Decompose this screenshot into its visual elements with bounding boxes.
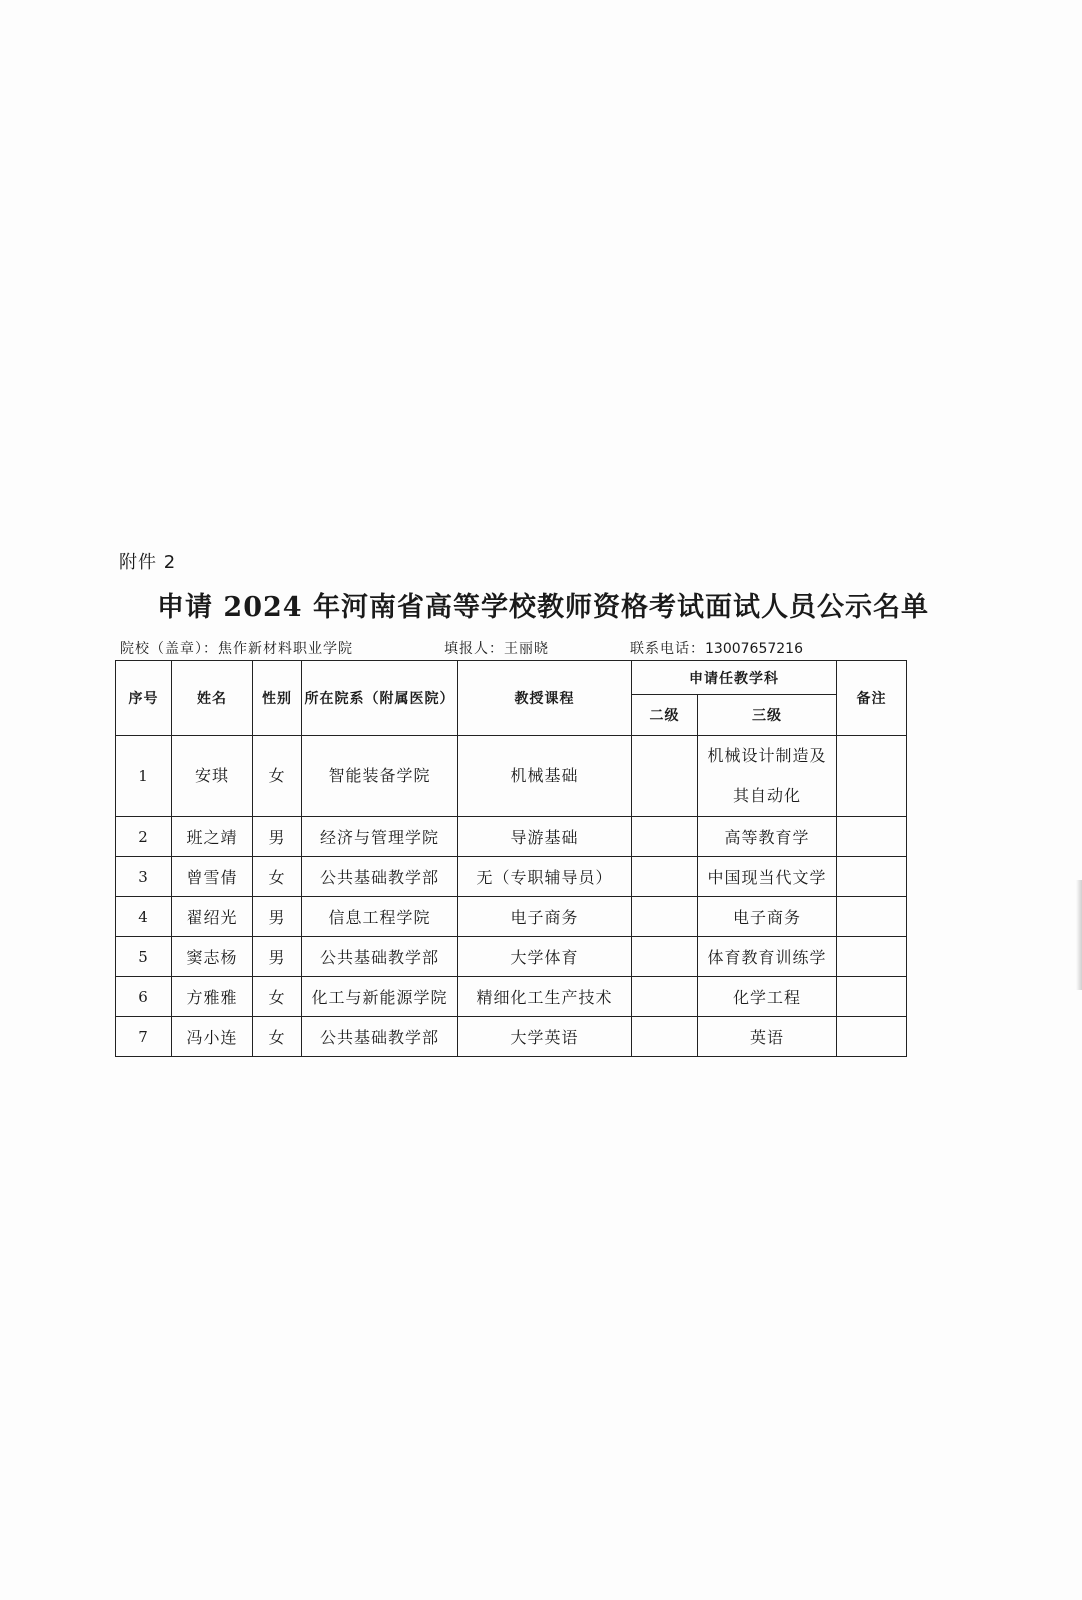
cell-level2 — [632, 817, 698, 857]
table-header-row — [116, 661, 907, 695]
roster-table — [115, 660, 907, 1057]
cell-course: 机械基础 — [458, 736, 632, 817]
header-subject-group: 申请任教学科 — [632, 661, 837, 695]
cell-department: 公共基础教学部 — [302, 937, 458, 977]
cell-remarks — [837, 857, 907, 897]
header-level2: 二级 — [632, 695, 698, 736]
cell-level3 — [698, 736, 837, 817]
cell-level2 — [632, 897, 698, 937]
cell-course: 电子商务 — [458, 897, 632, 937]
phone-label: 联系电话： — [630, 641, 705, 657]
cell-gender: 男 — [253, 817, 302, 857]
cell-level3: 中国现当代文学 — [698, 857, 837, 897]
cell-course: 大学英语 — [458, 1017, 632, 1057]
cell-level2 — [632, 857, 698, 897]
table-row — [116, 1017, 907, 1057]
cell-gender: 男 — [253, 937, 302, 977]
cell-seq: 5 — [116, 937, 172, 977]
cell-department: 信息工程学院 — [302, 897, 458, 937]
filler-label: 填报人： — [444, 641, 504, 657]
cell-gender: 女 — [253, 857, 302, 897]
cell-remarks — [837, 1017, 907, 1057]
cell-remarks — [837, 937, 907, 977]
cell-department: 化工与新能源学院 — [302, 977, 458, 1017]
cell-department: 公共基础教学部 — [302, 1017, 458, 1057]
cell-name: 冯小连 — [172, 1017, 253, 1057]
header-department: 所在院系（附属医院） — [302, 661, 458, 736]
table-row — [116, 817, 907, 857]
cell-seq: 2 — [116, 817, 172, 857]
school-label: 院校（盖章）： — [120, 641, 218, 657]
cell-seq: 1 — [116, 736, 172, 817]
header-remarks: 备注 — [837, 661, 907, 736]
cell-gender: 女 — [253, 736, 302, 817]
cell-name: 班之靖 — [172, 817, 253, 857]
header-level3: 三级 — [698, 695, 837, 736]
table-row — [116, 937, 907, 977]
school-info — [120, 638, 353, 658]
cell-gender: 男 — [253, 897, 302, 937]
cell-name: 曾雪倩 — [172, 857, 253, 897]
cell-level2 — [632, 977, 698, 1017]
cell-level3: 高等教育学 — [698, 817, 837, 857]
cell-name: 翟绍光 — [172, 897, 253, 937]
header-seq: 序号 — [116, 661, 172, 736]
cell-level3: 体育教育训练学 — [698, 937, 837, 977]
cell-gender: 女 — [253, 1017, 302, 1057]
cell-name: 窦志杨 — [172, 937, 253, 977]
cell-department: 智能装备学院 — [302, 736, 458, 817]
cell-department: 经济与管理学院 — [302, 817, 458, 857]
cell-level3: 电子商务 — [698, 897, 837, 937]
cell-name: 安琪 — [172, 736, 253, 817]
cell-remarks — [837, 736, 907, 817]
cell-remarks — [837, 977, 907, 1017]
phone-number: 13007657216 — [705, 641, 803, 657]
cell-level3: 英语 — [698, 1017, 837, 1057]
cell-level2 — [632, 736, 698, 817]
cell-gender: 女 — [253, 977, 302, 1017]
table-row — [116, 977, 907, 1017]
cell-seq: 4 — [116, 897, 172, 937]
school-name: 焦作新材料职业学院 — [218, 641, 353, 657]
cell-remarks — [837, 897, 907, 937]
cell-department: 公共基础教学部 — [302, 857, 458, 897]
header-gender: 性别 — [253, 661, 302, 736]
cell-course: 精细化工生产技术 — [458, 977, 632, 1017]
phone-info — [630, 638, 803, 658]
cell-course: 大学体育 — [458, 937, 632, 977]
cell-level3: 化学工程 — [698, 977, 837, 1017]
cell-seq: 6 — [116, 977, 172, 1017]
table-row — [116, 857, 907, 897]
cell-remarks — [837, 817, 907, 857]
attachment-label: 附件 2 — [119, 552, 177, 573]
filler-info — [444, 638, 549, 658]
cell-level2 — [632, 1017, 698, 1057]
cell-level2 — [632, 937, 698, 977]
header-course: 教授课程 — [458, 661, 632, 736]
cell-level3-line1: 机械设计制造及 — [707, 746, 827, 765]
cell-seq: 3 — [116, 857, 172, 897]
cell-name: 方雅雅 — [172, 977, 253, 1017]
page-edge-shadow — [1076, 880, 1082, 990]
table-row — [116, 736, 907, 817]
table-row — [116, 897, 907, 937]
cell-level3-line2: 其自动化 — [732, 786, 801, 805]
filler-name: 王丽晓 — [504, 641, 549, 657]
header-name: 姓名 — [172, 661, 253, 736]
document-title: 申请 2024 年河南省高等学校教师资格考试面试人员公示名单 — [157, 592, 929, 623]
cell-course: 导游基础 — [458, 817, 632, 857]
cell-course: 无（专职辅导员） — [458, 857, 632, 897]
cell-seq: 7 — [116, 1017, 172, 1057]
